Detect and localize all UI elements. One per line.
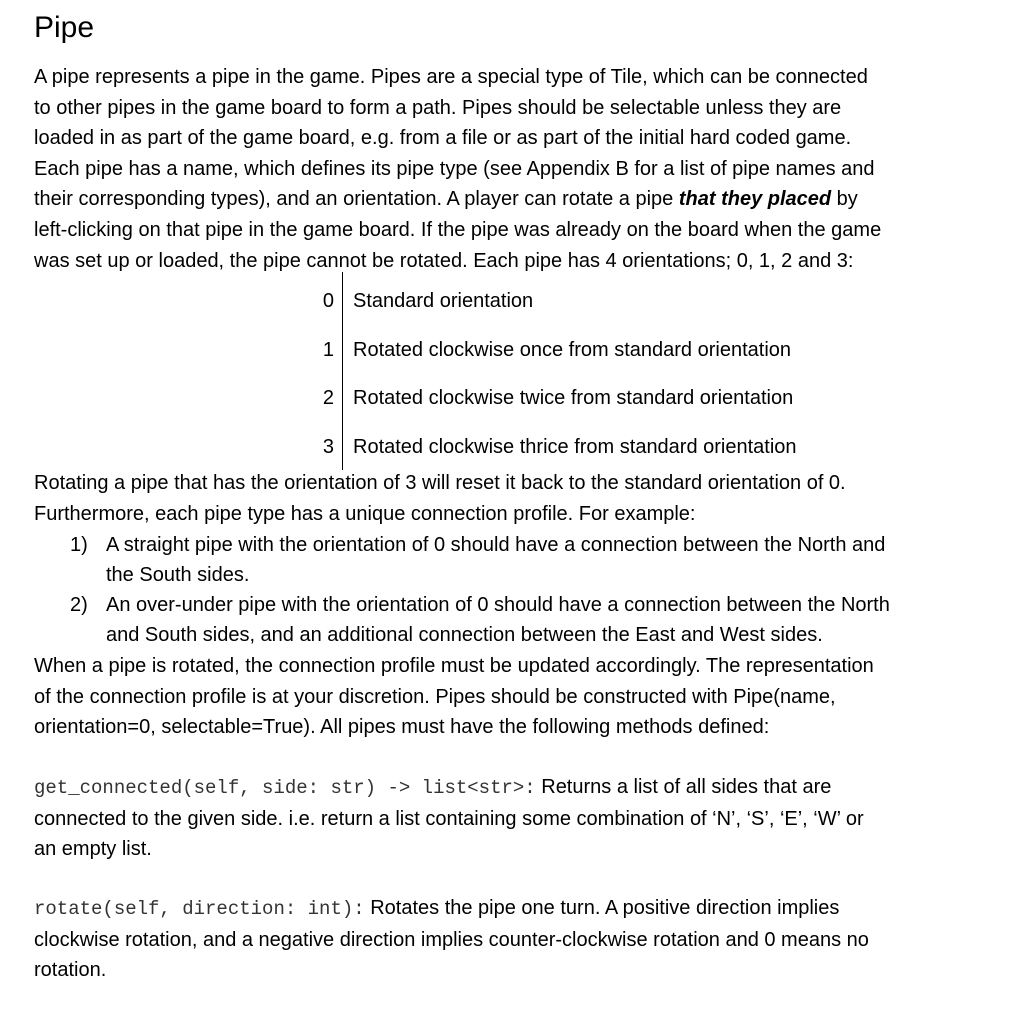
method-line xyxy=(34,772,994,804)
paragraph-line: Furthermore, each pipe type has a unique connection profile. For example: xyxy=(34,502,696,525)
list-line: the South sides. xyxy=(106,564,250,587)
intro-line: loaded in as part of the game board, e.g. from a file or as part of the initial hard coded game. xyxy=(34,127,852,150)
list-line: A straight pipe with the orientation of 0 should have a connection between the North and xyxy=(106,534,886,556)
intro-text: their corresponding types), and an orientation. A player can rotate a pipe xyxy=(34,188,679,211)
method-rotate xyxy=(34,893,994,986)
orientation-description: Rotated clockwise once from standard orientation xyxy=(353,339,792,361)
list-marker: 2) xyxy=(70,594,88,616)
paragraph-line: orientation=0, selectable=True). All pipes must have the following methods defined: xyxy=(34,716,770,739)
method-signature: rotate(self, direction: int): xyxy=(34,898,365,920)
method-line: connected to the given side. i.e. return a list containing some combination of ‘N’, ‘S’, ‘E’, ‘W’ or xyxy=(34,807,864,830)
list-text xyxy=(106,530,885,591)
method-description: Returns a list of all sides that are xyxy=(535,776,832,798)
table-divider xyxy=(342,272,343,470)
orientation-description: Standard orientation xyxy=(353,290,534,312)
method-signature: get_connected(self, side: str) -> list<str>: xyxy=(34,777,536,799)
list-line: and South sides, and an additional connection between the East and West sides. xyxy=(106,624,823,647)
intro-line: Each pipe has a name, which defines its pipe type (see Appendix B for a list of pipe names and xyxy=(34,157,875,180)
method-get-connected xyxy=(34,772,994,865)
orientation-description: Rotated clockwise twice from standard orientation xyxy=(353,387,794,409)
orientation-number: 2 xyxy=(322,387,334,409)
orientation-number: 1 xyxy=(322,339,334,361)
intro-paragraph xyxy=(34,62,994,276)
page-title: Pipe xyxy=(34,11,95,44)
reset-paragraph xyxy=(34,468,994,529)
method-line xyxy=(34,893,994,925)
orientation-description: Rotated clockwise thrice from standard orientation xyxy=(353,436,797,458)
intro-line: was set up or loaded, the pipe cannot be rotated. Each pipe has 4 orientations; 0, 1, 2 and 3: xyxy=(34,249,854,272)
list-text xyxy=(106,590,890,651)
paragraph-line: of the connection profile is at your discretion. Pipes should be constructed with Pipe(name, xyxy=(34,685,836,708)
intro-line: left-clicking on that pipe in the game board. If the pipe was already on the board when the game xyxy=(34,218,882,241)
method-line: rotation. xyxy=(34,959,107,982)
list-line: An over-under pipe with the orientation of 0 should have a connection between the North xyxy=(106,594,890,616)
intro-line: to other pipes in the game board to form a path. Pipes should be selectable unless they are xyxy=(34,96,842,119)
intro-text: by xyxy=(831,188,858,211)
paragraph-line: When a pipe is rotated, the connection profile must be updated accordingly. The representation xyxy=(34,655,874,677)
list-marker: 1) xyxy=(70,534,88,556)
method-line: clockwise rotation, and a negative direction implies counter-clockwise rotation and 0 means no xyxy=(34,928,869,951)
orientation-number: 0 xyxy=(322,290,334,312)
paragraph-line: Rotating a pipe that has the orientation of 3 will reset it back to the standard orientation of 0. xyxy=(34,472,846,494)
orientation-number: 3 xyxy=(322,436,334,458)
rotation-paragraph xyxy=(34,651,994,743)
intro-line: A pipe represents a pipe in the game. Pipes are a special type of Tile, which can be connected xyxy=(34,66,868,88)
intro-line xyxy=(34,184,994,215)
orientation-table xyxy=(308,272,908,470)
method-line: an empty list. xyxy=(34,838,152,861)
method-description: Rotates the pipe one turn. A positive direction implies xyxy=(364,897,840,919)
emphasis-text: that they placed xyxy=(678,188,832,211)
